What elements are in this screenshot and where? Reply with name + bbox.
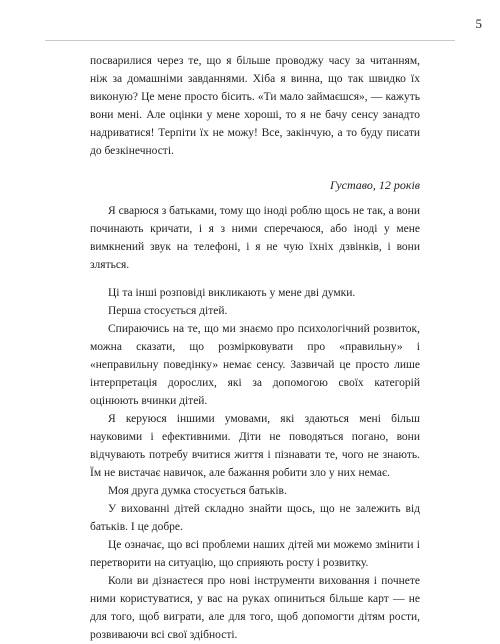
header-divider <box>45 40 455 41</box>
body-paragraph: Це означає, що всі проблеми наших дітей ми можемо змінити і перетворити на ситуацію, що сприяють росту і розвитку. <box>90 539 420 569</box>
body-paragraph: Я керуюся іншими умовами, які здаються мені більш науковими і ефективними. Діти не поводяться погано, вони відчувають потребу вчитися життя і пізнавати те, чого не знають. Їм не вистачає навичок, але бажання робити зло у них немає. <box>90 413 420 479</box>
body-paragraph: Коли ви дізнаєтеся про нові інструменти виховання і почнете ними користуватися, у вас на руках опиниться більше карт — не для того, щоб виграти, але для того, щоб допомогти дітям рости, розвиваючи всі свої здібності. <box>90 575 420 641</box>
page-number: 5 <box>475 16 482 31</box>
body-paragraph: Спираючись на те, що ми знаємо про психологічний розвиток, можна сказати, що розмірковувати про «правильну» і «неправильну поведінку» немає сенсу. Зазвичай це просто лише інтерпретація дорослих, які за допомогою своїх категорій оцінюють вчинки дітей. <box>90 323 420 407</box>
page-body <box>90 52 420 644</box>
quote-attribution: Густаво, 12 років <box>330 178 420 192</box>
body-paragraph: Моя друга думка стосується батьків. <box>108 485 287 497</box>
body-paragraph: Ці та інші розповіді викликають у мене дві думки. <box>108 287 356 299</box>
body-paragraph: Перша стосується дітей. <box>108 305 228 317</box>
quote-paragraph: Я сварюся з батьками, тому що іноді роблю щось не так, а вони починають кричати, і я з ними сперечаюся, або іноді у мене вимкнений звук на телефоні, і я не чую їхніх дзвінків, і вони зляться. <box>90 205 420 271</box>
continued-paragraph: посварилися через те, що я більше проводжу часу за читанням, ніж за домашніми завданнями. Хіба я винна, що так швидко їх виконую? Це мене просто бісить. «Ти мало займаєшся», — кажуть вони мені. Але оцінки у мене хороші, то я не бачу сенсу занадто надриватися! Терпіти їх не можу! Все, закінчую, а то буду писати до безкінечності. <box>90 55 420 157</box>
section-spacer <box>90 274 420 284</box>
body-paragraph: У вихованні дітей складно знайти щось, що не залежить від батьків. І це добре. <box>90 503 420 533</box>
